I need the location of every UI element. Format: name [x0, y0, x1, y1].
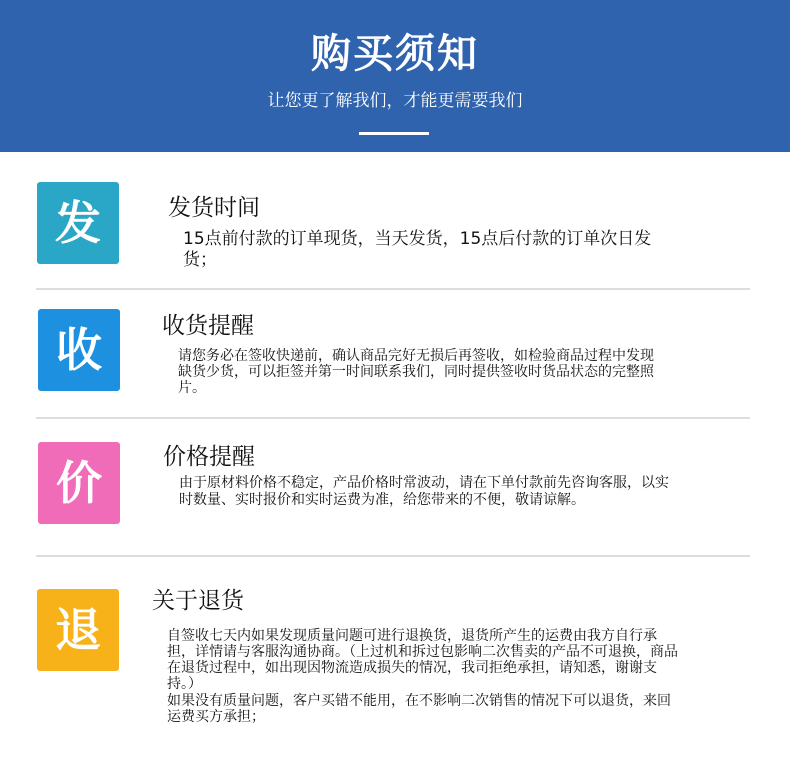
header-banner: [0, 0, 790, 152]
title-underline: [359, 132, 429, 135]
section-divider: [36, 288, 750, 290]
price-text: 由于原材料价格不稳定，产品价格时常波动，请在下单付款前先咨询客服，以实时数量、实时报价和实时运费为准，给您带来的不便，敬请谅解。: [179, 475, 669, 508]
page-title: 购买须知: [311, 31, 479, 77]
shipping-title: 发货时间: [168, 195, 260, 221]
receiving-title: 收货提醒: [162, 313, 254, 339]
section-divider: [36, 555, 750, 557]
returns-text: 自签收七天内如果发现质量问题可进行退换货，退货所产生的运费由我方自行承担，详情请与客服沟通协商。（上过机和拆过包影响二次售卖的产品不可退换，商品在退货过程中，如出现因物流造成损失的情况，我司拒绝承担，请知悉，谢谢支持。）: [167, 628, 678, 692]
price-badge: 价: [38, 442, 120, 524]
receiving-badge: 收: [38, 309, 120, 391]
shipping-text: 15点前付款的订单现货，当天发货，15点后付款的订单次日发货；: [183, 229, 652, 270]
price-title: 价格提醒: [163, 444, 255, 470]
page-subtitle: 让您更了解我们，才能更需要我们: [267, 91, 523, 111]
shipping-badge: 发: [37, 182, 119, 264]
returns-badge: 退: [37, 589, 119, 671]
returns-text-2: 如果没有质量问题，客户买错不能用，在不影响二次销售的情况下可以退货，来回运费买方承担；: [167, 693, 671, 725]
receiving-text: 请您务必在签收快递前，确认商品完好无损后再签收，如检验商品过程中发现缺货少货，可以拒签并第一时间联系我们，同时提供签收时货品状态的完整照片。: [178, 348, 654, 396]
returns-title: 关于退货: [152, 588, 244, 614]
section-divider: [36, 417, 750, 419]
